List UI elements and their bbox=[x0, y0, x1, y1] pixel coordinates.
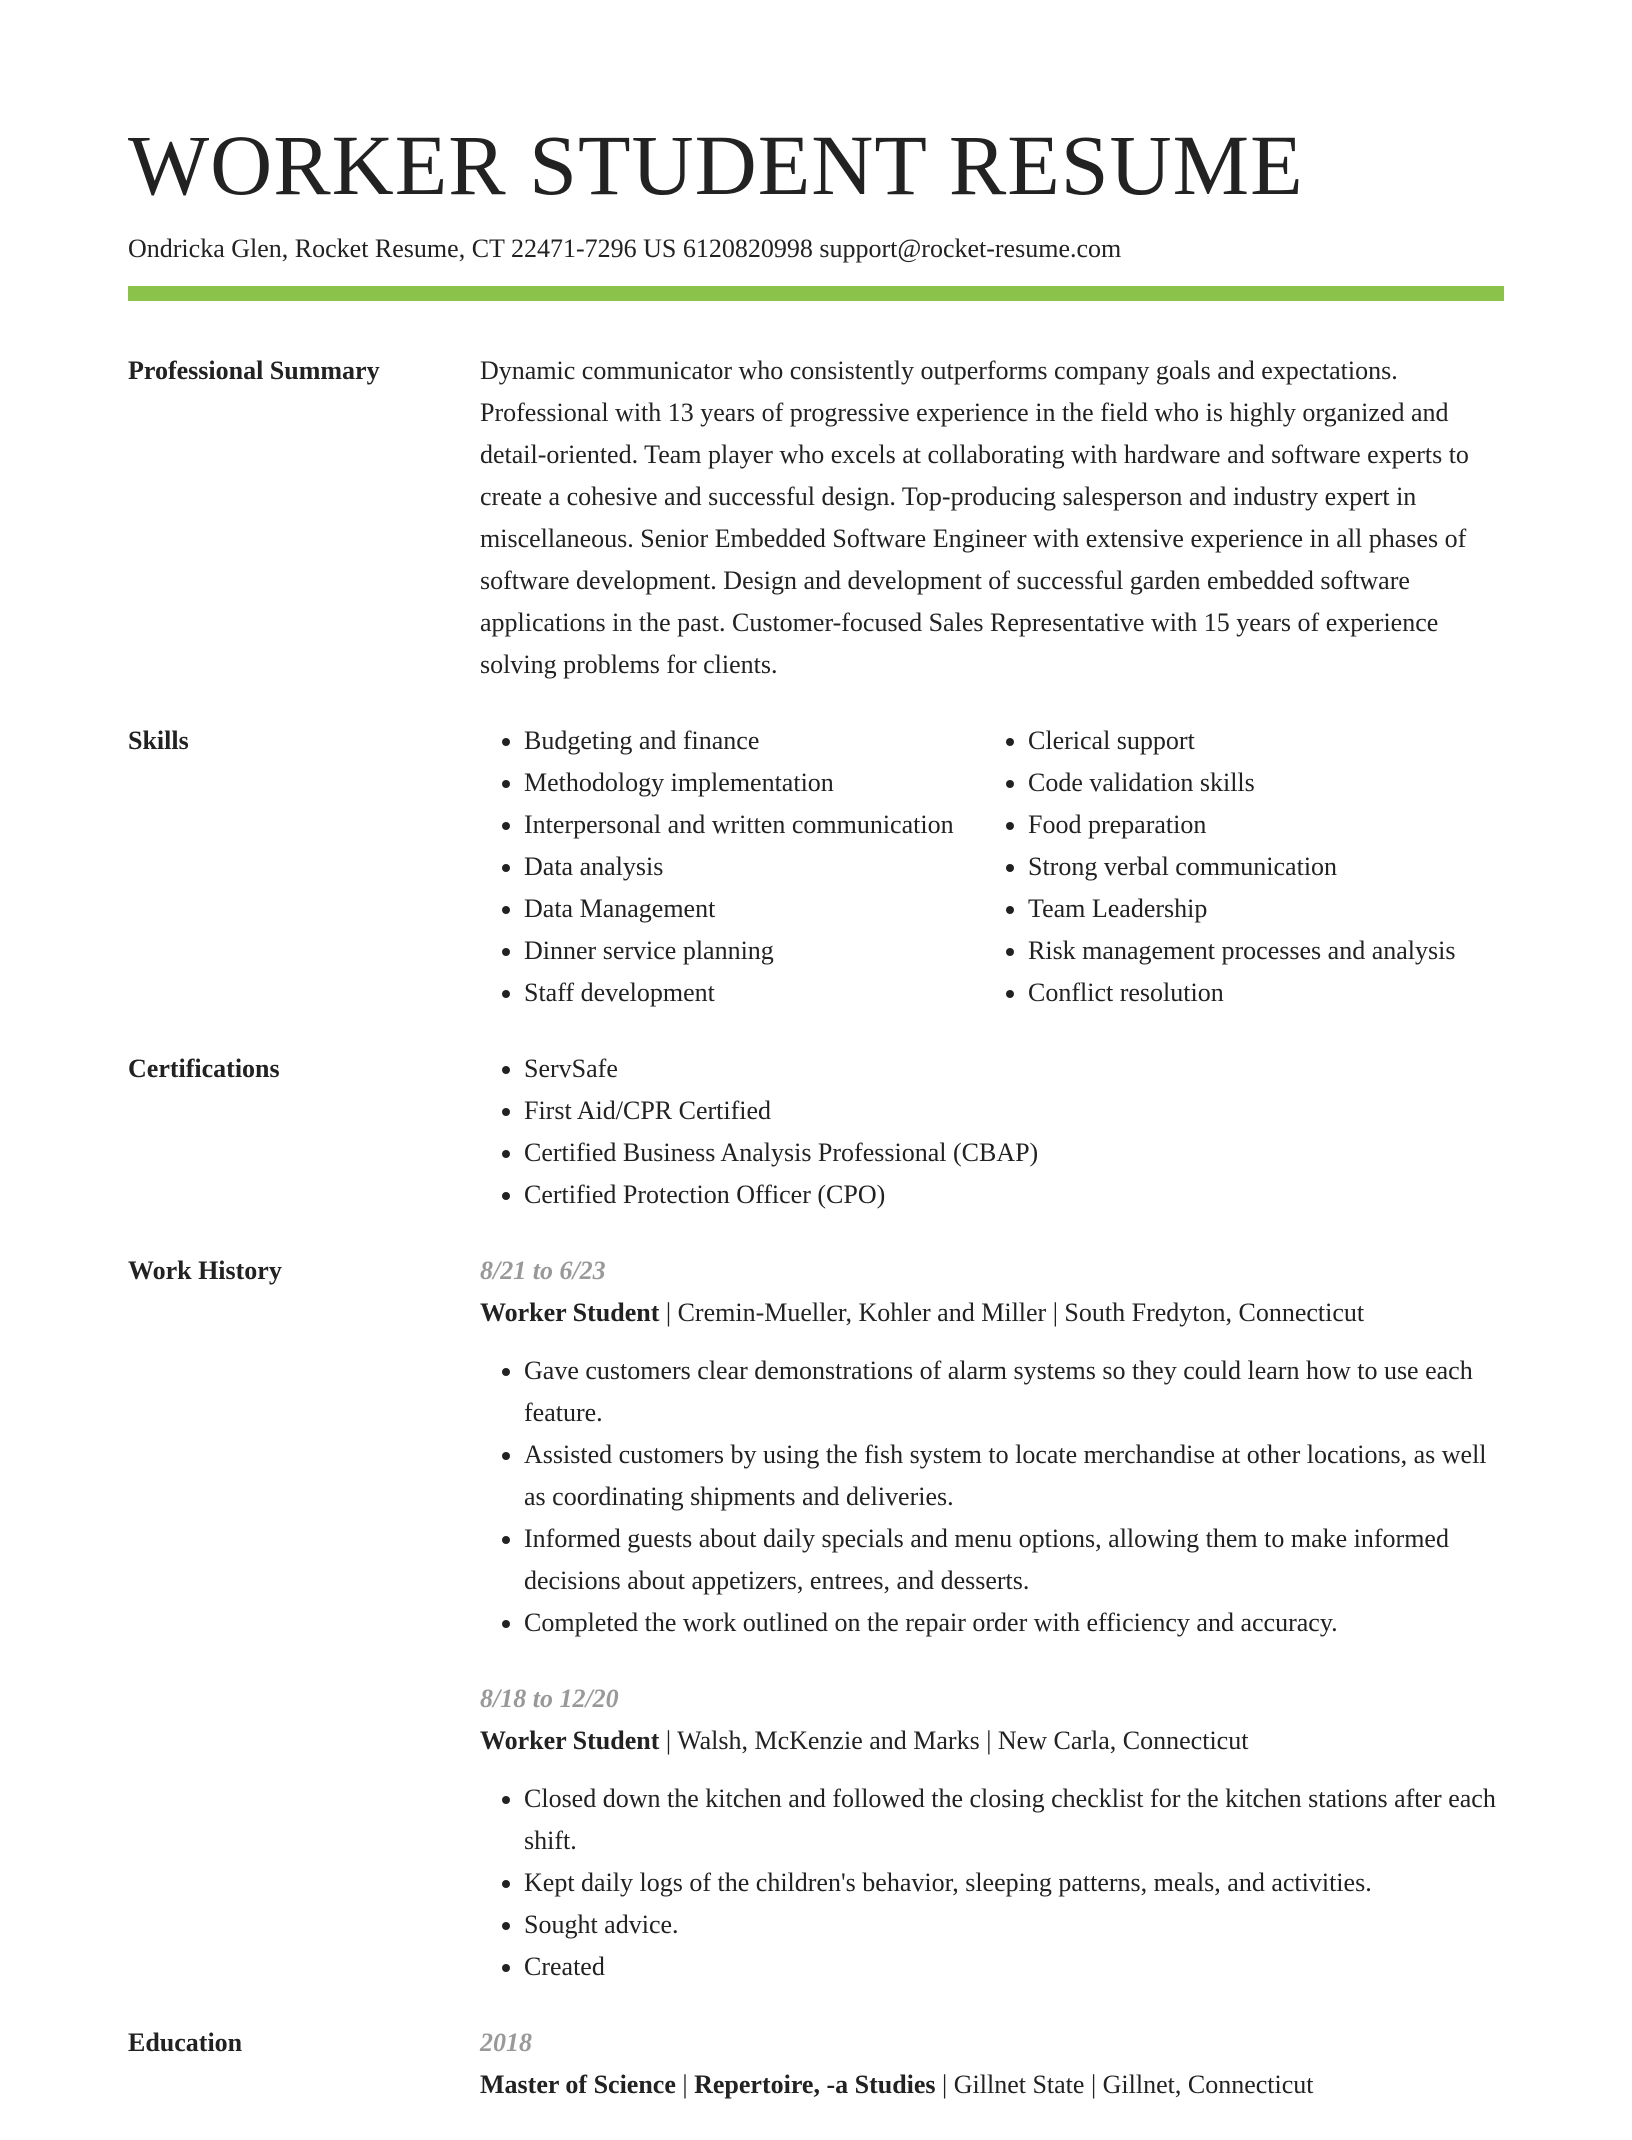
summary-text: Dynamic communicator who consistently outperforms company goals and expectations. Professional with 13 years of progressive experience in the field who is highly organized and detail-oriented. Team player who excels at collaborating with hardware and software experts to create a cohesive and successful design. Top-producing salesperson and industry expert in miscellaneous. Senior Embedded Software Engineer with extensive experience in all phases of software development. Design and development of successful garden embedded software applications in the past. Customer-focused Sales Representative with 15 years of experience solving problems for clients. bbox=[480, 356, 1469, 679]
skills-column-2 bbox=[984, 720, 1504, 1014]
job-title: Worker Student bbox=[480, 1298, 660, 1327]
certifications-list bbox=[480, 1048, 1504, 1216]
skills-body bbox=[480, 720, 1504, 1014]
skill-item: • Strong verbal communication bbox=[1028, 846, 1504, 888]
accent-divider bbox=[128, 286, 1504, 301]
education-date: 2018 bbox=[480, 2028, 532, 2057]
job-employer: | Cremin-Mueller, Kohler and Miller | South Fredyton, Connecticut bbox=[659, 1298, 1365, 1327]
education-degree: Master of Science bbox=[480, 2070, 676, 2099]
education-body bbox=[480, 2022, 1504, 2106]
skill-item: • Staff development bbox=[524, 972, 984, 1014]
certification-item: • First Aid/CPR Certified bbox=[524, 1090, 1504, 1132]
skill-item: • Conflict resolution bbox=[1028, 972, 1504, 1014]
section-label-summary: Professional Summary bbox=[128, 356, 380, 385]
section-label-education: Education bbox=[128, 2028, 243, 2057]
job-duty-item: • Completed the work outlined on the repair order with efficiency and accuracy. bbox=[524, 1602, 1504, 1644]
education-separator: | bbox=[675, 2070, 695, 2099]
job-title: Worker Student bbox=[480, 1726, 660, 1755]
job-dates: 8/18 to 12/20 bbox=[480, 1684, 619, 1713]
contact-info: Ondricka Glen, Rocket Resume, CT 22471-7296 US 6120820998 support@rocket-resume.com bbox=[128, 234, 1122, 263]
job-duty-item: • Sought advice. bbox=[524, 1904, 1504, 1946]
job-employer: | Walsh, McKenzie and Marks | New Carla, Connecticut bbox=[659, 1726, 1249, 1755]
resume-title: WORKER STUDENT RESUME bbox=[128, 117, 1304, 213]
education-major: Repertoire, -a Studies bbox=[694, 2070, 936, 2099]
job-duty-item: • Kept daily logs of the children's behavior, sleeping patterns, meals, and activities. bbox=[524, 1862, 1504, 1904]
skill-item: • Methodology implementation bbox=[524, 762, 984, 804]
job-dates: 8/21 to 6/23 bbox=[480, 1256, 606, 1285]
job-duty-item: • Informed guests about daily specials and menu options, allowing them to make informed decisions about appetizers, entrees, and desserts. bbox=[524, 1518, 1504, 1602]
section-label-work-history: Work History bbox=[128, 1256, 282, 1285]
section-label-skills: Skills bbox=[128, 726, 189, 755]
work-history-section bbox=[128, 1250, 1504, 1988]
skill-item: • Interpersonal and written communication bbox=[524, 804, 984, 846]
job-entry bbox=[480, 1250, 1504, 1644]
job-duties-list bbox=[480, 1778, 1504, 1988]
section-label-certifications: Certifications bbox=[128, 1054, 280, 1083]
skill-item: • Code validation skills bbox=[1028, 762, 1504, 804]
skill-item: • Dinner service planning bbox=[524, 930, 984, 972]
job-duty-item: • Assisted customers by using the fish system to locate merchandise at other locations, as well as coordinating shipments and deliveries. bbox=[524, 1434, 1504, 1518]
education-section bbox=[128, 2022, 1504, 2106]
resume-sections bbox=[128, 350, 1504, 2140]
job-heading bbox=[480, 1292, 1504, 1334]
certification-item: • Certified Business Analysis Professional (CBAP) bbox=[524, 1132, 1504, 1174]
skill-item: • Food preparation bbox=[1028, 804, 1504, 846]
job-duty-item: • Closed down the kitchen and followed the closing checklist for the kitchen stations after each shift. bbox=[524, 1778, 1504, 1862]
skill-item: • Budgeting and finance bbox=[524, 720, 984, 762]
certifications-body bbox=[480, 1048, 1504, 1216]
skill-item: • Risk management processes and analysis bbox=[1028, 930, 1504, 972]
certifications-section bbox=[128, 1048, 1504, 1216]
certification-item: • Certified Protection Officer (CPO) bbox=[524, 1174, 1504, 1216]
summary-section bbox=[128, 350, 1504, 686]
summary-body bbox=[480, 350, 1504, 686]
job-duties-list bbox=[480, 1350, 1504, 1644]
skills-column-1 bbox=[480, 720, 984, 1014]
skill-item: • Data Management bbox=[524, 888, 984, 930]
skills-section bbox=[128, 720, 1504, 1014]
skill-item: • Team Leadership bbox=[1028, 888, 1504, 930]
job-duty-item: • Created bbox=[524, 1946, 1504, 1988]
job-heading bbox=[480, 1720, 1504, 1762]
education-heading bbox=[480, 2064, 1504, 2106]
certification-item: • ServSafe bbox=[524, 1048, 1504, 1090]
education-school: | Gillnet State | Gillnet, Connecticut bbox=[935, 2070, 1314, 2099]
skill-item: • Clerical support bbox=[1028, 720, 1504, 762]
job-entry bbox=[480, 1678, 1504, 1988]
job-duty-item: • Gave customers clear demonstrations of alarm systems so they could learn how to use each feature. bbox=[524, 1350, 1504, 1434]
work-history-body bbox=[480, 1250, 1504, 1988]
skill-item: • Data analysis bbox=[524, 846, 984, 888]
